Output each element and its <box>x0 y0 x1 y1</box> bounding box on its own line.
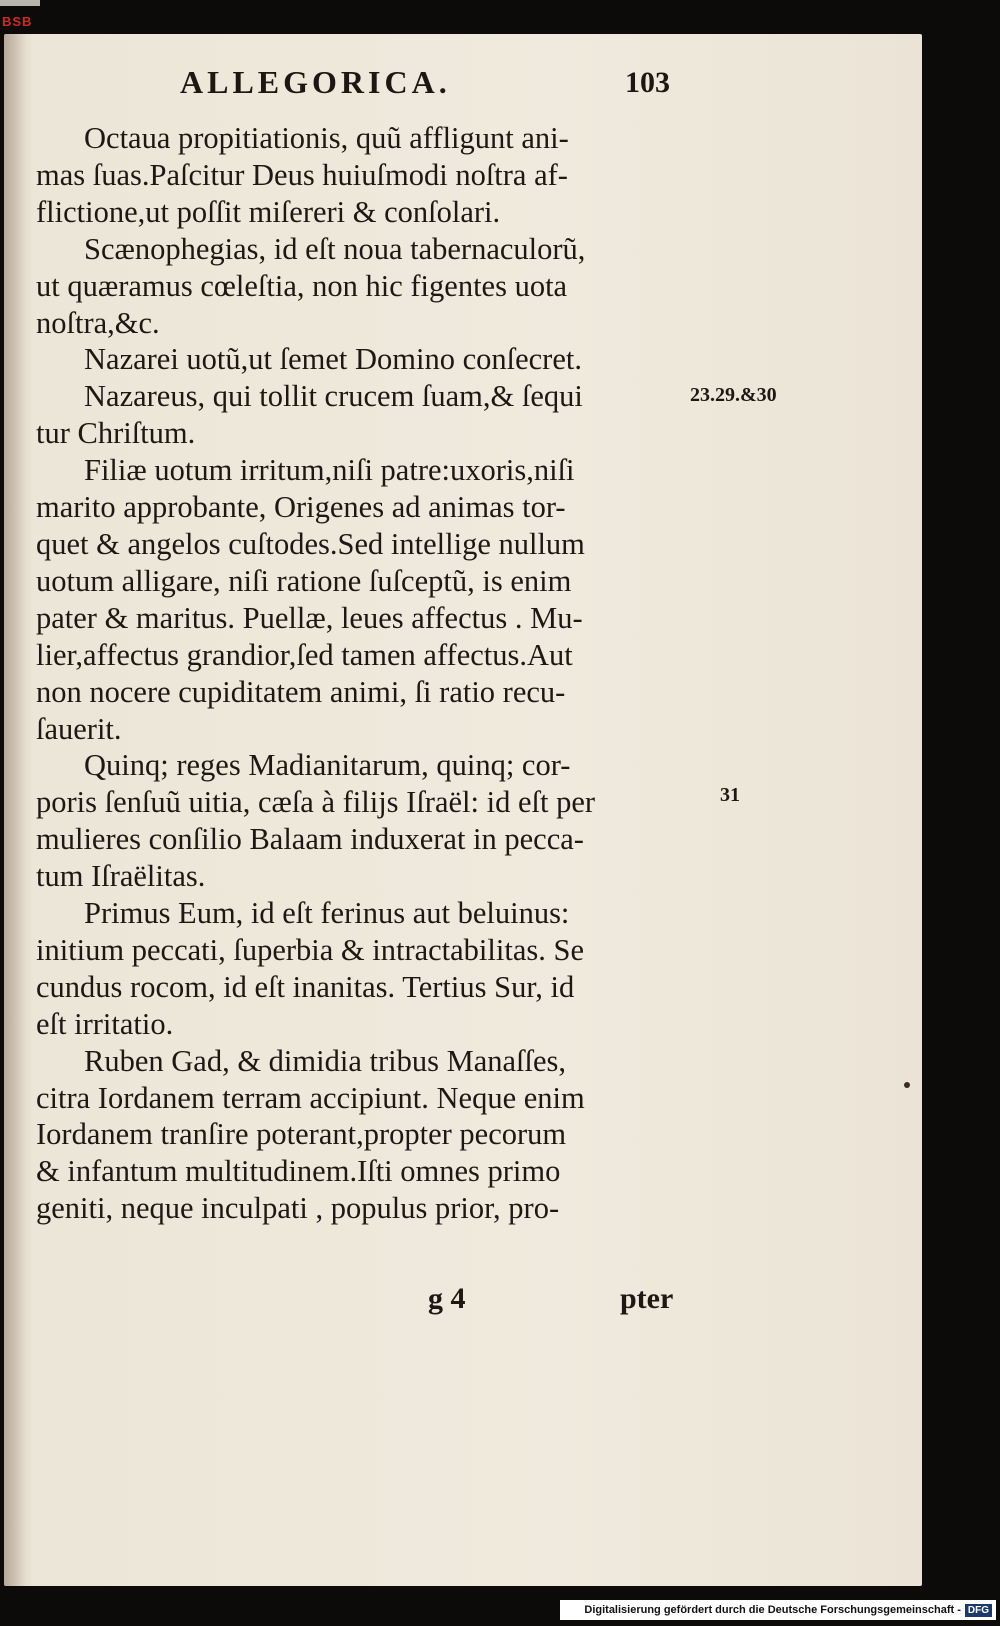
paragraph <box>36 1043 684 1228</box>
text-line: initium peccati, ſuperbia & intractabilitas. Se <box>36 932 584 967</box>
paragraph <box>36 452 684 747</box>
text-line: tur Chriſtum. <box>36 416 196 451</box>
paragraph <box>36 895 684 1043</box>
text-line: cundus rocom, id eſt inanitas. Tertius Sur, id <box>36 969 575 1004</box>
library-mark-text: BSB <box>2 14 33 29</box>
text-line: quet & angelos cuſtodes.Sed intellige nullum <box>36 526 585 561</box>
text-line: Scænophegias, id eſt noua tabernaculorũ, <box>84 231 586 266</box>
text-line: poris ſenſuũ uitia, cæſa à filijs Iſraël: id eſt per <box>36 785 596 820</box>
library-mark <box>0 0 44 30</box>
text-line: Octaua propitiationis, quũ affligunt ani- <box>84 121 569 155</box>
paragraph <box>36 378 684 452</box>
text-line: Nazarei uotũ,ut ſemet Domino conſecret. <box>84 342 582 377</box>
text-line: tum Iſraëlitas. <box>36 859 206 894</box>
text-line: pater & maritus. Puellæ, leues affectus . Mu- <box>36 600 583 635</box>
paragraph <box>36 341 684 378</box>
body-text <box>36 120 684 1227</box>
text-line: eſt irritatio. <box>36 1006 174 1041</box>
running-title: ALLEGORICA. <box>180 64 451 100</box>
text-line: Quinq; reges Madianitarum, quinq; cor- <box>84 748 571 783</box>
text-line: mas ſuas.Paſcitur Deus huiuſmodi noſtra af- <box>36 157 568 192</box>
text-line: ſauerit. <box>36 711 122 746</box>
text-line: ut quæramus cœleſtia, non hic figentes uota <box>36 268 568 303</box>
digitization-footer <box>560 1600 996 1620</box>
text-line: citra Iordanem terram accipiunt. Neque enim <box>36 1080 585 1115</box>
dfg-logo: DFG <box>965 1604 992 1617</box>
text-line: uotum alligare, niſi ratione ſuſceptũ, is enim <box>36 563 572 598</box>
margin-note-reference: 23.29.&30 <box>690 384 777 406</box>
text-line: Nazareus, qui tollit crucem ſuam,& ſequi <box>84 379 583 414</box>
text-line: marito approbante, Origenes ad animas tor- <box>36 490 566 525</box>
page-gutter-shadow <box>4 34 26 1586</box>
text-line: & infantum multitudinem.Iſti omnes primo <box>36 1154 561 1189</box>
paragraph <box>36 231 684 342</box>
text-line: lier,affectus grandior,ſed tamen affectus.Aut <box>36 637 573 672</box>
paragraph <box>36 120 684 231</box>
text-line: noſtra,&c. <box>36 305 160 340</box>
page-number: 103 <box>625 66 670 99</box>
text-line: flictione,ut poſſit miſereri & conſolari. <box>36 194 501 229</box>
paragraph <box>36 747 684 895</box>
text-line: mulieres conſilio Balaam induxerat in pecca- <box>36 822 584 857</box>
text-line: Primus Eum, id eſt ferinus aut beluinus: <box>84 896 570 931</box>
catchword: pter <box>620 1282 674 1315</box>
mark-bar <box>0 0 40 6</box>
signature-mark: g 4 <box>428 1282 466 1315</box>
text-line: geniti, neque inculpati , populus prior, pro- <box>36 1191 560 1226</box>
page-header <box>180 64 670 108</box>
margin-note-chapter: 31 <box>720 784 740 806</box>
text-line: Ruben Gad, & dimidia tribus Manaſſes, <box>84 1043 566 1078</box>
text-line: non nocere cupiditatem animi, ſi ratio recu- <box>36 674 566 709</box>
text-line: Iordanem tranſire poterant,propter pecorum <box>36 1117 567 1152</box>
footer-credit: Digitalisierung gefördert durch die Deutsche Forschungsgemeinschaft - <box>584 1604 961 1616</box>
text-line: Filiæ uotum irritum,niſi patre:uxoris,niſi <box>84 453 575 488</box>
paper-speck <box>904 1082 910 1088</box>
